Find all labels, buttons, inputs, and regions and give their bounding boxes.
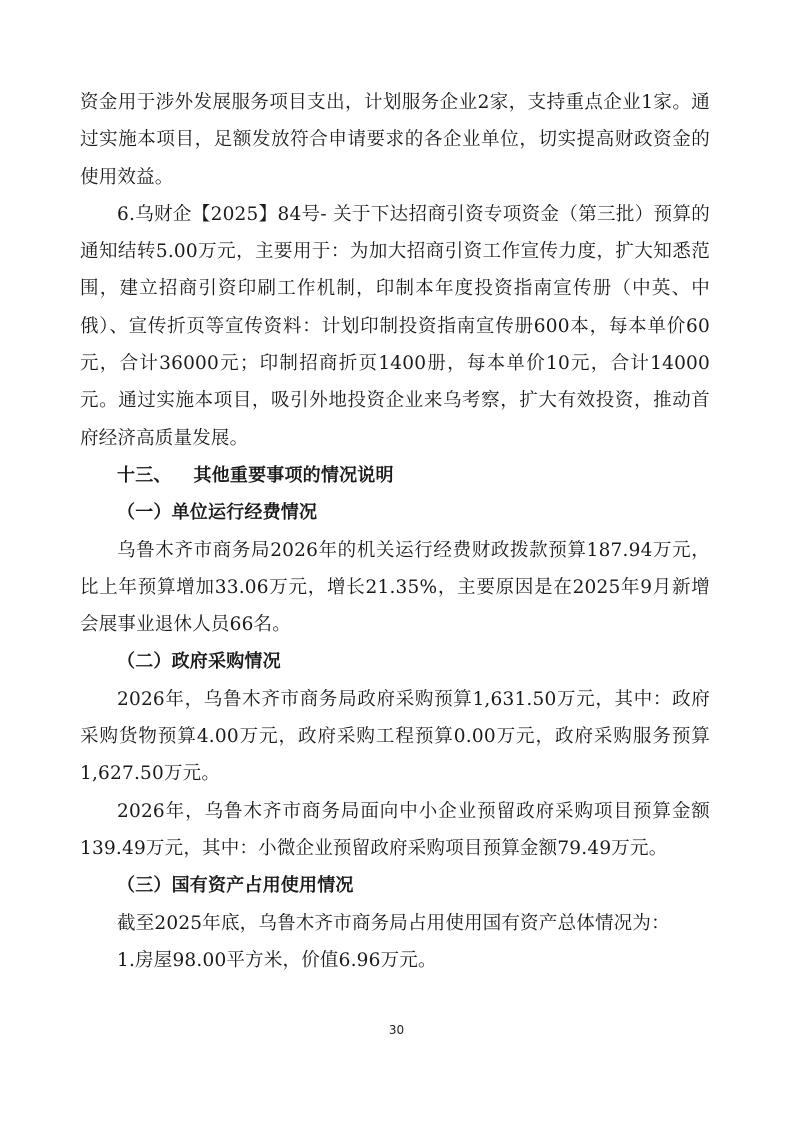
paragraph-assets-housing: 1.房屋98.00平方米，价值6.96万元。 bbox=[117, 949, 437, 971]
section-title: 其他重要事项的情况说明 bbox=[193, 464, 394, 486]
paragraph-sme-reserved: 2026年，乌鲁木齐市商务局面向中小企业预留政府采购项目预算金额139.49万元，其中：小微企业预留政府采购项目预算金额79.49万元。 bbox=[80, 800, 710, 859]
subheading-state-assets: （三）国有资产占用使用情况 bbox=[117, 875, 354, 897]
paragraph-assets-overview: 截至2025年底，乌鲁木齐市商务局占用使用国有资产总体情况为： bbox=[117, 912, 670, 934]
subheading-procurement: （二）政府采购情况 bbox=[117, 651, 281, 673]
paragraph-operating-funds: 乌鲁木齐市商务局2026年的机关运行经费财政拨款预算187.94万元，比上年预算增加33.06万元，增长21.35%，主要原因是在2025年9月新增会展事业退休人员66名。 bbox=[80, 539, 710, 636]
page-number: 30 bbox=[388, 1023, 405, 1037]
paragraph-project-summary: 资金用于涉外发展服务项目支出，计划服务企业2家，支持重点企业1家。通过实施本项目，足额发放符合申请要求的各企业单位，切实提高财政资金的使用效益。 bbox=[80, 92, 710, 188]
section-heading bbox=[80, 457, 710, 494]
paragraph-item-6: 6.乌财企【2025】84号- 关于下达招商引资专项资金（第三批）预算的通知结转5.00万元，主要用于：为加大招商引资工作宣传力度，扩大知悉范围，建立招商引资印刷工作机制，印制本年度投资指南宣传册（中英、中俄）、宣传折页等宣传资料：计划印制投资指南宣传册600本，每本单价60元，合计36000元；印制招商折页1400册，每本单价10元，合计14000元。通过实施本项目，吸引外地投资企业来乌考察，扩大有效投资，推动首府经济高质量发展。 bbox=[80, 203, 710, 449]
subheading-operating-funds: （一）单位运行经费情况 bbox=[117, 502, 318, 524]
paragraph-procurement-budget: 2026年，乌鲁木齐市商务局政府采购预算1,631.50万元，其中：政府采购货物预算4.00万元，政府采购工程预算0.00万元，政府采购服务预算1,627.50万元。 bbox=[80, 688, 710, 785]
document-body bbox=[80, 84, 710, 979]
section-number: 十三、 bbox=[117, 464, 172, 486]
